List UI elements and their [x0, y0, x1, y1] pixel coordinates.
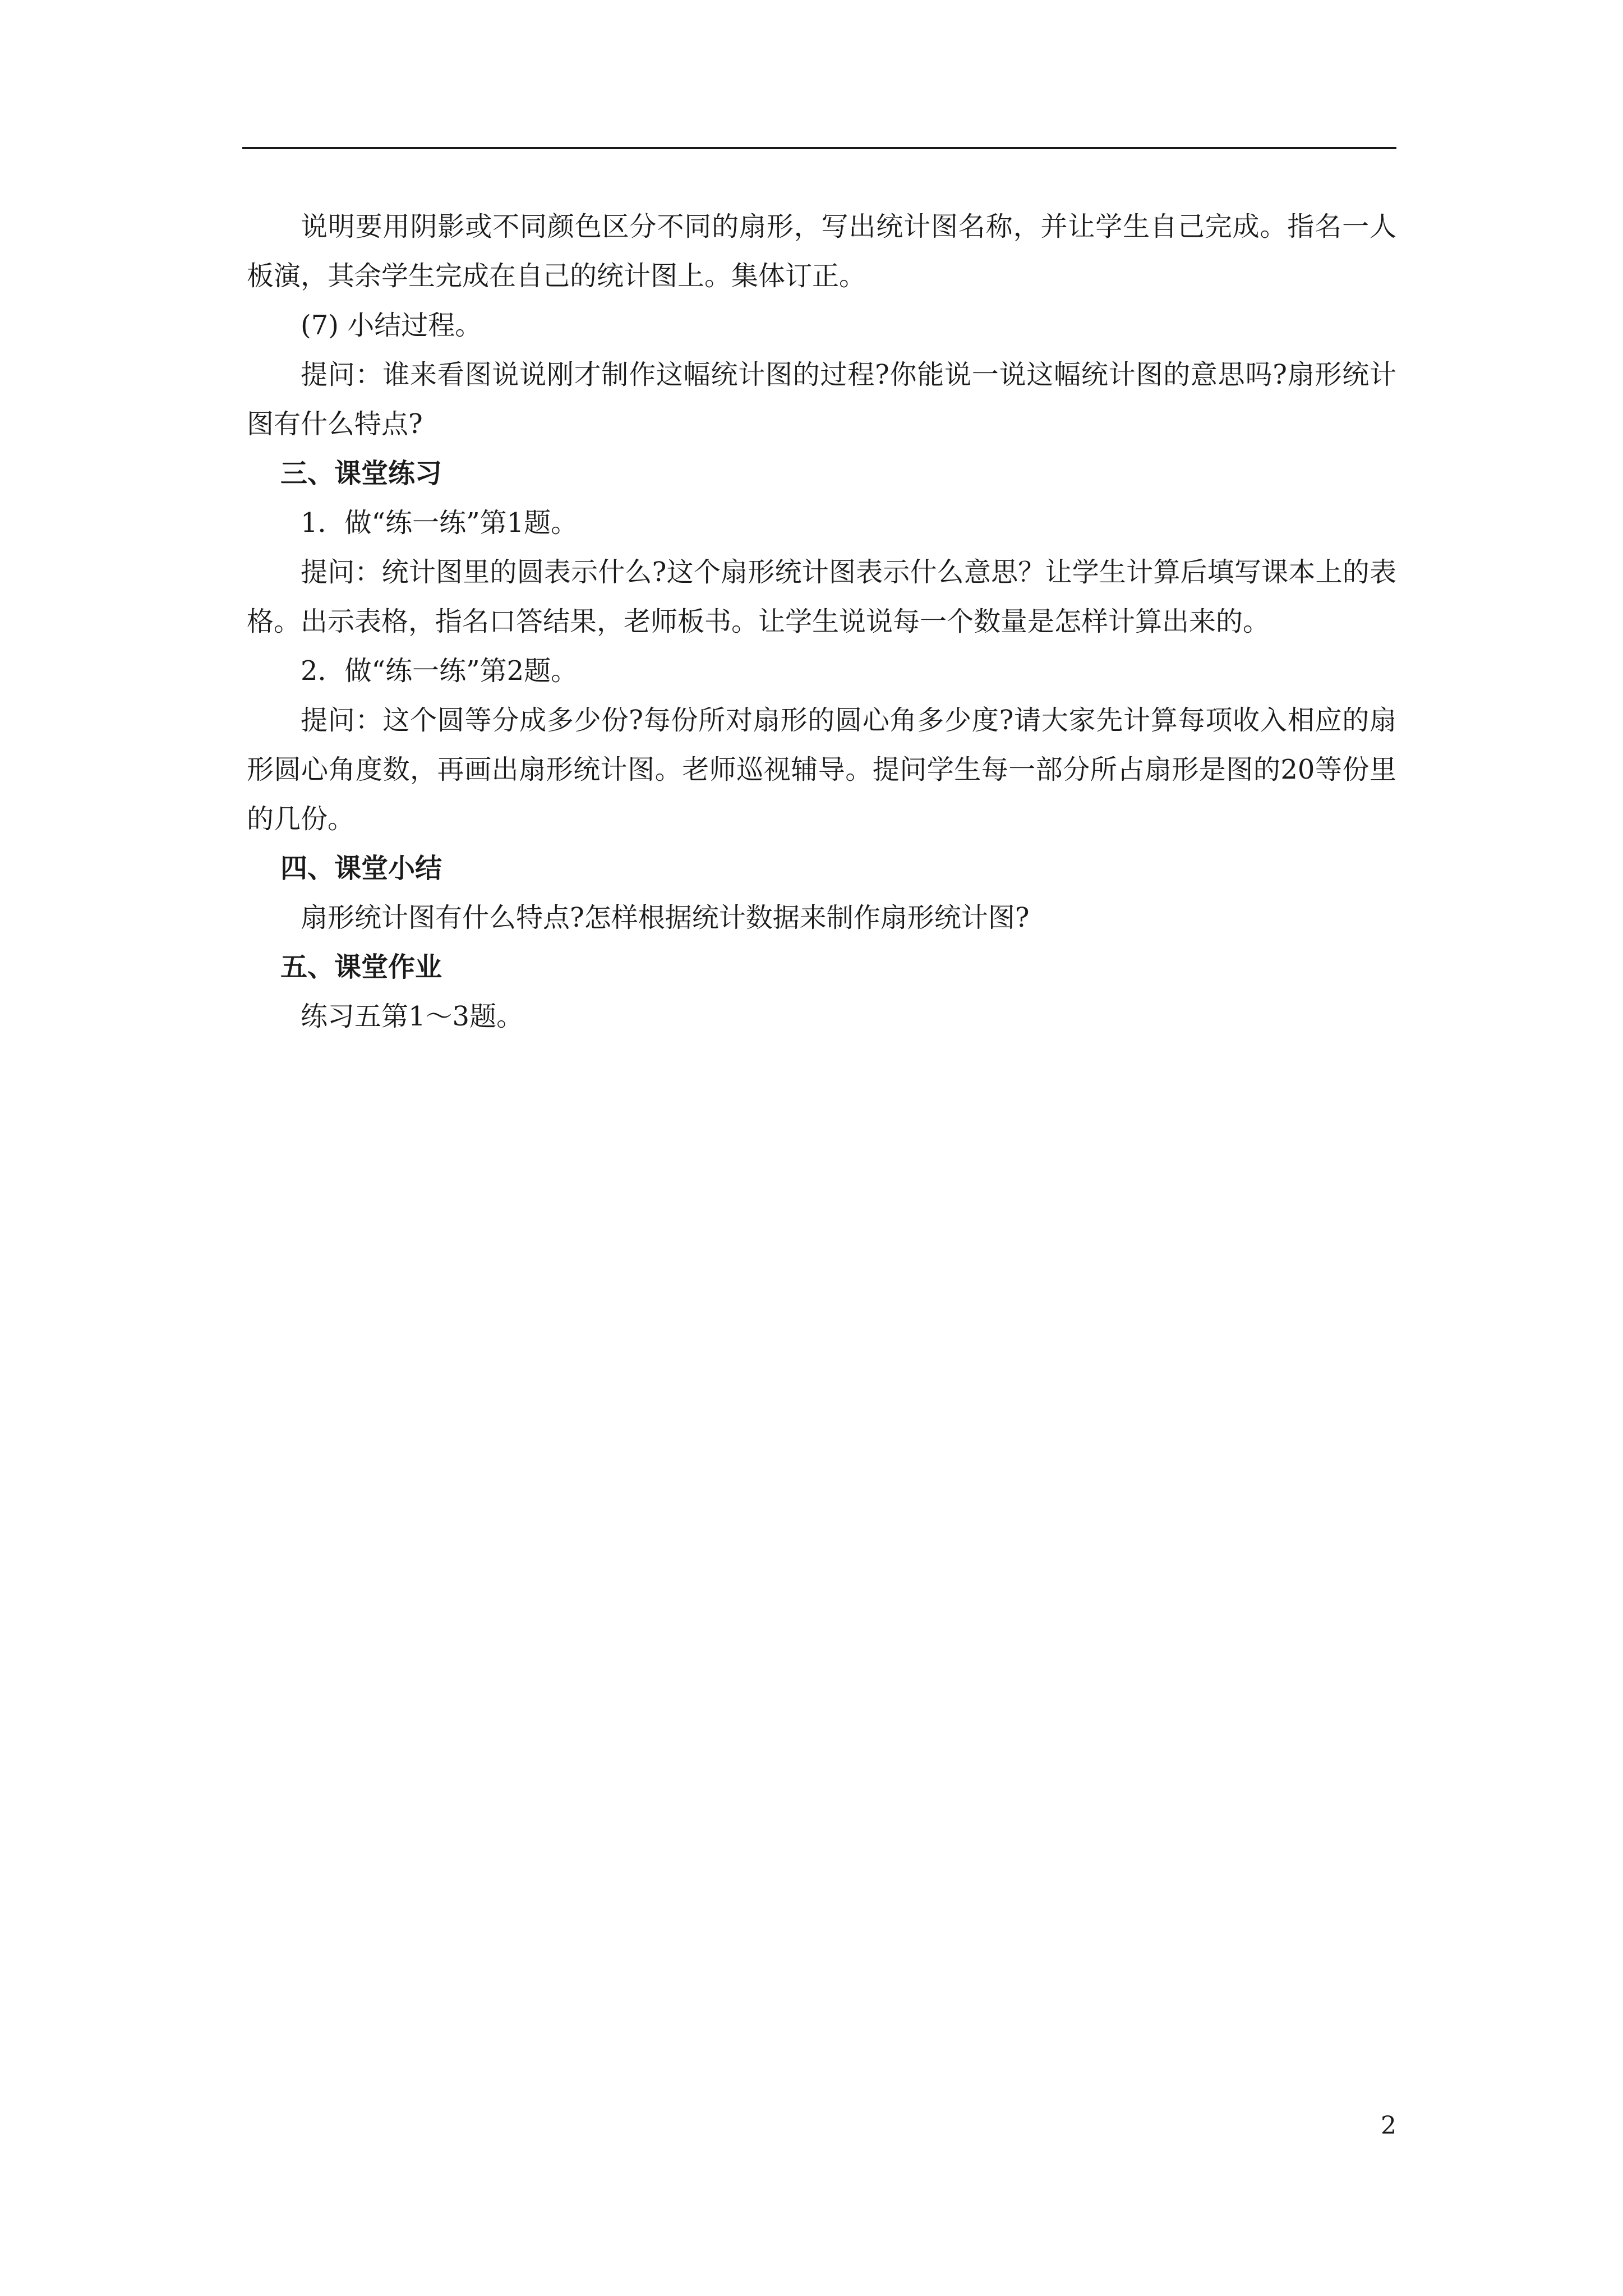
paragraph-question-3: 提问：这个圆等分成多少份?每份所对扇形的圆心角多少度?请大家先计算每项收入相应的扇形圆心角度数，再画出扇形统计图。老师巡视辅导。提问学生每一部分所占扇形是图的20等份里的几份。 [247, 705, 1396, 835]
paragraph-instructions: 说明要用阴影或不同颜色区分不同的扇形，写出统计图名称，并让学生自己完成。指名一人板演，其余学生完成在自己的统计图上。集体订正。 [247, 211, 1396, 292]
document-body [247, 202, 1396, 1041]
paragraph-exercise-2: 2．做“练一练”第2题。 [301, 655, 578, 687]
section-heading-summary: 四、课堂小结 [280, 853, 442, 884]
page-number: 2 [1381, 2111, 1396, 2140]
paragraph-summary-step: (7) 小结过程。 [301, 310, 482, 341]
paragraph-question-1: 提问：谁来看图说说刚才制作这幅统计图的过程?你能说一说这幅统计图的意思吗?扇形统计图有什么特点? [247, 359, 1396, 440]
header-rule [242, 147, 1396, 149]
section-heading-practice: 三、课堂练习 [280, 458, 442, 489]
paragraph-exercise-1: 1．做“练一练”第1题。 [301, 507, 578, 539]
paragraph-homework: 练习五第1～3题。 [301, 1001, 524, 1032]
section-heading-homework: 五、课堂作业 [280, 951, 442, 983]
paragraph-question-2: 提问：统计图里的圆表示什么?这个扇形统计图表示什么意思？让学生计算后填写课本上的表格。出示表格，指名口答结果，老师板书。让学生说说每一个数量是怎样计算出来的。 [247, 556, 1396, 637]
paragraph-summary-question: 扇形统计图有什么特点?怎样根据统计数据来制作扇形统计图? [301, 902, 1030, 933]
